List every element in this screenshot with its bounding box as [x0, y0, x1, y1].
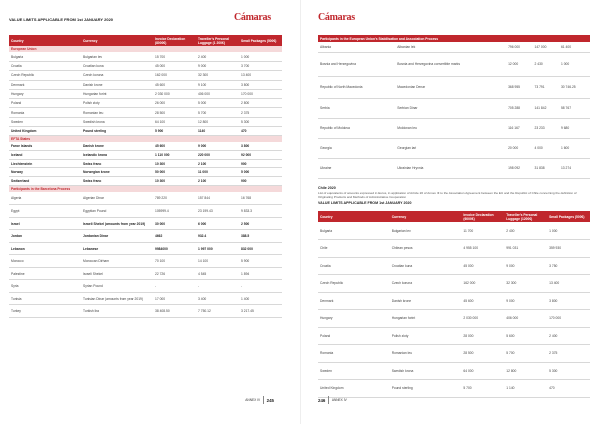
cell-country: Denmark	[318, 292, 390, 310]
table-row	[318, 257, 590, 275]
cell-invoice: 28 000	[461, 327, 504, 345]
cell-currency: Hungarian forint	[81, 89, 153, 98]
cell-currency: Israeli Shekel (amounts from year 2019)	[81, 217, 153, 230]
cell-packages: 1 000	[547, 222, 590, 240]
cell-country: Turkey	[9, 305, 81, 318]
table-row	[9, 117, 282, 126]
cell-luggage: 11 000	[196, 168, 239, 177]
footer-divider	[263, 396, 264, 404]
cell-packages: 900	[239, 159, 282, 168]
cell-packages: 3 750	[547, 257, 590, 275]
cell-currency: Czech koruna	[390, 275, 462, 293]
cell-luggage: 5 600	[504, 327, 547, 345]
cell-country: Romania	[318, 345, 390, 363]
header-currency: Currency	[390, 211, 462, 222]
cell-invoice: 20 000	[506, 138, 532, 158]
cell-invoice: 162 000	[461, 275, 504, 293]
cell-currency: Moldovan leu	[395, 118, 506, 138]
header-country: Country	[318, 211, 390, 222]
cell-country: Egypt	[9, 205, 81, 218]
logo-text: Cámaras	[234, 12, 271, 23]
cell-luggage: 5 700	[504, 345, 547, 363]
cell-luggage: 2 400	[504, 222, 547, 240]
cell-invoice: 45 600	[153, 80, 196, 89]
cell-currency: Polish zloty	[390, 327, 462, 345]
cell-invoice: 70 100	[153, 255, 196, 268]
cell-luggage: 406 000	[504, 310, 547, 328]
cell-luggage: 12 800	[196, 117, 239, 126]
chile-text: List of equivalents of amounts expressed in Euros, in application of Article 20 of Annex III to the Association Agreement between the EU and the Republic of Chile concerning the definition of Originating Products and Methods of Administrative Cooperation	[318, 191, 577, 199]
table-row	[9, 292, 282, 305]
table-row	[318, 310, 590, 328]
table-row	[318, 222, 590, 240]
cell-invoice: 2 030 000	[153, 89, 196, 98]
chile-heading: Chile 2020	[318, 186, 336, 190]
cell-luggage: 991 031	[504, 240, 547, 258]
cell-country: Georgia	[318, 138, 395, 158]
cell-packages: 5 900	[239, 255, 282, 268]
table-row	[9, 151, 282, 160]
page-number: 245	[266, 397, 274, 403]
logo-text: Cámaras	[318, 12, 355, 23]
table-row	[9, 280, 282, 293]
cell-packages: 2 800	[239, 99, 282, 108]
cell-packages: 3 800	[547, 292, 590, 310]
cell-packages: 470	[547, 380, 590, 398]
cell-currency: Moroccan Dirham	[81, 255, 153, 268]
cell-luggage: 32 300	[196, 71, 239, 80]
table-row	[318, 98, 590, 118]
cell-currency: Albanian lek	[395, 42, 506, 52]
cell-currency: Icelandic krona	[81, 151, 153, 160]
table-row	[9, 242, 282, 255]
table-row	[9, 267, 282, 280]
cell-invoice: 198 092	[506, 158, 532, 178]
cell-country: Syria	[9, 280, 81, 293]
table-row	[318, 42, 590, 52]
cell-currency: Tunisian Dinar (amounts from year 2019)	[81, 292, 153, 305]
header-luggage: Traveller's Personal Luggage (1 200€)	[196, 35, 239, 46]
cell-packages: 9 833.3	[239, 205, 282, 218]
table-row	[9, 89, 282, 98]
cell-country: Iceland	[9, 151, 81, 160]
table-row	[9, 80, 282, 89]
cell-currency: Swedish krona	[390, 362, 462, 380]
cell-currency: Croatian kuna	[390, 257, 462, 275]
cell-invoice: 368 955	[506, 76, 532, 98]
cell-packages: -	[239, 280, 282, 293]
table-row	[318, 275, 590, 293]
cell-luggage: 157 844	[196, 192, 239, 205]
header-packages: Small Packages (500€)	[239, 35, 282, 46]
cell-luggage: 406 000	[196, 89, 239, 98]
header-packages: Small Packages (500€)	[547, 211, 590, 222]
cell-invoice: -	[153, 280, 196, 293]
cell-country: Tunisia	[9, 292, 81, 305]
cell-invoice: 50 000	[153, 168, 196, 177]
table-row	[9, 108, 282, 117]
header-invoice: Invoice Declaration (8000€)	[153, 35, 196, 46]
cell-packages: 2 500	[239, 217, 282, 230]
cell-packages: 470	[239, 127, 282, 136]
cell-luggage: 2 400	[196, 52, 239, 61]
cell-invoice: 30 000	[153, 217, 196, 230]
cell-invoice: 5 900	[153, 127, 196, 136]
cell-currency: Romanian leu	[81, 108, 153, 117]
cell-luggage: 5 000	[196, 99, 239, 108]
cell-packages: 900	[239, 177, 282, 186]
camaras-logo	[318, 12, 355, 23]
chile-title: VALUE LIMITS APPLICABLE FROM 1st JANUARY 2020	[318, 201, 412, 205]
cell-luggage: -	[196, 280, 239, 293]
cell-currency: Macedonian Denar	[395, 76, 506, 98]
cell-currency: Danish krone	[81, 142, 153, 151]
cell-luggage: 23 233	[533, 118, 559, 138]
table-header-row	[318, 211, 590, 222]
cell-country: Chile	[318, 240, 390, 258]
cell-currency: Serbian Dinar	[395, 98, 506, 118]
cell-country: Albania	[318, 42, 395, 52]
cell-packages: 16 768	[239, 192, 282, 205]
cell-luggage: 31 838	[533, 158, 559, 178]
cell-currency: Chilean pesos	[390, 240, 462, 258]
cell-packages: 3 217.45	[239, 305, 282, 318]
cell-luggage: 9 000	[504, 257, 547, 275]
header-country: Country	[9, 35, 81, 46]
cell-currency: Norwegian krone	[81, 168, 153, 177]
cell-country: Bulgaria	[9, 52, 81, 61]
cell-country: Romania	[9, 108, 81, 117]
table-row	[9, 205, 282, 218]
cell-packages: 13 400	[547, 275, 590, 293]
table-row	[318, 118, 590, 138]
table-body	[318, 222, 590, 397]
table-row	[9, 168, 282, 177]
cell-currency: Pound sterling	[81, 127, 153, 136]
table-row	[9, 99, 282, 108]
cell-luggage: 32 300	[504, 275, 547, 293]
cell-country: Jordan	[9, 230, 81, 243]
cell-luggage: 6 000	[196, 217, 239, 230]
cell-invoice: 45 600	[153, 142, 196, 151]
cell-invoice: 17 000	[153, 292, 196, 305]
table-row	[318, 362, 590, 380]
table-row	[318, 158, 590, 178]
table-row	[318, 345, 590, 363]
cell-country: Hungary	[318, 310, 390, 328]
cell-packages: 9 680	[559, 118, 590, 138]
table-row	[318, 76, 590, 98]
cell-packages: 13 400	[239, 71, 282, 80]
table-row	[9, 255, 282, 268]
cell-luggage: 9 000	[196, 142, 239, 151]
cell-packages: 2 375	[239, 108, 282, 117]
cell-luggage: 23 199.43	[196, 205, 239, 218]
cell-country: Switzerland	[9, 177, 81, 186]
cell-currency: Pound sterling	[390, 380, 462, 398]
cell-packages: 170 000	[239, 89, 282, 98]
page-number: 246	[318, 397, 326, 403]
cell-invoice: 162 000	[153, 71, 196, 80]
cell-invoice: 4 955 100	[461, 240, 504, 258]
table-row	[318, 327, 590, 345]
footer-label: ANNEX IV	[331, 398, 347, 402]
cell-country: Croatia	[318, 257, 390, 275]
cell-currency: Czech koruna	[81, 71, 153, 80]
cell-luggage: 2 430	[533, 52, 559, 76]
cell-country: Faroe Islands	[9, 142, 81, 151]
cell-luggage: 932.4	[196, 230, 239, 243]
cell-luggage: 73 791	[533, 76, 559, 98]
cell-country: Czech Republic	[9, 71, 81, 80]
cell-invoice: 28 500	[461, 345, 504, 363]
cell-luggage: 7 750.12	[196, 305, 239, 318]
cell-luggage: 3 400	[196, 292, 239, 305]
cell-invoice: 12 000	[506, 52, 532, 76]
cell-invoice: 105999.4	[153, 205, 196, 218]
cell-invoice: 10 300	[153, 159, 196, 168]
header-currency: Currency	[81, 35, 153, 46]
table-row	[9, 305, 282, 318]
cell-packages: 13 274	[559, 158, 590, 178]
cell-luggage: 5 700	[196, 108, 239, 117]
chile-section	[318, 186, 590, 205]
table-row	[318, 292, 590, 310]
table-row	[9, 217, 282, 230]
cell-packages: 1 000	[239, 52, 282, 61]
section-row	[9, 185, 282, 192]
table-row	[318, 138, 590, 158]
cell-currency: Lebanese	[81, 242, 153, 255]
cell-packages: 1 400	[239, 292, 282, 305]
cell-country: Ukraine	[318, 158, 395, 178]
table-header-row	[318, 35, 590, 42]
cell-country: Morocco	[9, 255, 81, 268]
cell-packages: 170 000	[547, 310, 590, 328]
cell-currency: Danish krone	[81, 80, 153, 89]
cell-luggage: 141 842	[533, 98, 559, 118]
cell-packages: 5 300	[239, 117, 282, 126]
cell-country: Palestine	[9, 267, 81, 280]
cell-country: Republic of North Macedonia	[318, 76, 395, 98]
cell-country: Bosnia and Herzegovina	[318, 52, 395, 76]
cell-currency: Swedish krona	[81, 117, 153, 126]
cell-packages: 3 700	[239, 61, 282, 70]
header-invoice: Invoice Declaration (6000€)	[461, 211, 504, 222]
cell-packages: 359 930	[547, 240, 590, 258]
cell-invoice: 10 300	[153, 177, 196, 186]
cell-currency: Polish zloty	[81, 99, 153, 108]
cell-packages: 3 800	[239, 142, 282, 151]
section-label: European Union	[9, 46, 282, 52]
cell-country: Norway	[9, 168, 81, 177]
cell-invoice: 45 600	[461, 292, 504, 310]
cell-country: Israel	[9, 217, 81, 230]
cell-invoice: 28 500	[153, 108, 196, 117]
header-sap: Participants in the European Union's Stabilisation and Association Process	[318, 35, 590, 42]
cell-packages: 1 894	[239, 267, 282, 280]
cell-luggage: 14 100	[196, 255, 239, 268]
chile-table	[318, 211, 590, 398]
cell-currency: Bulgarian lev	[81, 52, 153, 61]
cell-country: Republic of Moldova	[318, 118, 395, 138]
cell-country: Czech Republic	[318, 275, 390, 293]
cell-luggage: 147 000	[533, 42, 559, 52]
cell-invoice: 5 700	[461, 380, 504, 398]
table-row	[9, 177, 282, 186]
cell-invoice: 1 110 000	[153, 151, 196, 160]
cell-country: Sweden	[9, 117, 81, 126]
cell-currency: Hungarian forint	[390, 310, 462, 328]
cell-currency: Romanian leu	[390, 345, 462, 363]
cell-luggage: 1 140	[504, 380, 547, 398]
cell-currency: Turkish lira	[81, 305, 153, 318]
cell-packages: 1 000	[559, 52, 590, 76]
cell-invoice: 26 000	[153, 99, 196, 108]
cell-currency: Bosnia and Herzegovina convertible marks	[395, 52, 506, 76]
cell-packages: 58 767	[559, 98, 590, 118]
cell-packages: 3 800	[239, 80, 282, 89]
cell-currency: Jordanian Dinar	[81, 230, 153, 243]
cell-luggage: 9 100	[196, 80, 239, 89]
table-row	[9, 61, 282, 70]
cell-invoice: 64 100	[153, 117, 196, 126]
cell-country: Hungary	[9, 89, 81, 98]
cell-country: Serbia	[318, 98, 395, 118]
cell-packages: 388.5	[239, 230, 282, 243]
cell-packages: 2 400	[547, 327, 590, 345]
cell-invoice: 45 000	[153, 61, 196, 70]
cell-country: Liechtenstein	[9, 159, 81, 168]
table-row	[9, 192, 282, 205]
right-page	[300, 0, 600, 424]
table-row	[9, 52, 282, 61]
cell-currency: Swiss franc	[81, 177, 153, 186]
page-footer	[245, 396, 274, 404]
cell-luggage: 9 000	[504, 292, 547, 310]
cell-invoice: 11 700	[461, 222, 504, 240]
cell-packages: 5 000	[239, 168, 282, 177]
page-title: VALUE LIMITS APPLICABLE FROM 1st JANUARY 2020	[9, 17, 114, 22]
table-row	[9, 230, 282, 243]
camaras-logo	[234, 12, 271, 23]
cell-invoice: 789 220	[153, 192, 196, 205]
cell-invoice: 64 000	[461, 362, 504, 380]
table-row	[318, 240, 590, 258]
cell-invoice: 116 167	[506, 118, 532, 138]
cell-packages: 30 746.25	[559, 76, 590, 98]
cell-currency: Israeli Shekel	[81, 267, 153, 280]
table-body	[9, 46, 282, 317]
cell-invoice: 705 288	[506, 98, 532, 118]
page-footer	[318, 396, 347, 404]
cell-country: Croatia	[9, 61, 81, 70]
cell-country: United Kingdom	[318, 380, 390, 398]
cell-invoice: 45 000	[461, 257, 504, 275]
table-row	[318, 380, 590, 398]
header-luggage: Traveller's Personal Luggage (1200€)	[504, 211, 547, 222]
cell-packages: 2 375	[547, 345, 590, 363]
cell-luggage: 4 000	[533, 138, 559, 158]
table-row	[9, 127, 282, 136]
cell-country: Bulgaria	[318, 222, 390, 240]
cell-luggage: 12 800	[504, 362, 547, 380]
table-row	[318, 52, 590, 76]
table-row	[9, 142, 282, 151]
cell-invoice: 2 030 000	[461, 310, 504, 328]
cell-invoice: 9984000	[153, 242, 196, 255]
cell-luggage: 2 100	[196, 159, 239, 168]
cell-currency: Danish krone	[390, 292, 462, 310]
cell-luggage: 4 545	[196, 267, 239, 280]
cell-currency: Georgian lari	[395, 138, 506, 158]
sap-table	[318, 35, 590, 179]
table-header-row	[9, 35, 282, 46]
footer-divider	[328, 396, 329, 404]
cell-packages: 61 400	[559, 42, 590, 52]
cell-country: United Kingdom	[9, 127, 81, 136]
cell-luggage: 1140	[196, 127, 239, 136]
table-body	[318, 42, 590, 178]
cell-country: Sweden	[318, 362, 390, 380]
cell-currency: Ukrainian Hryvnia	[395, 158, 506, 178]
cell-invoice: 22 726	[153, 267, 196, 280]
cell-country: Algeria	[9, 192, 81, 205]
cell-invoice: 796 000	[506, 42, 532, 52]
cell-currency: Croatian kuna	[81, 61, 153, 70]
cell-currency: Syrian Pound	[81, 280, 153, 293]
cell-invoice: 4662	[153, 230, 196, 243]
cell-invoice: 38 408.50	[153, 305, 196, 318]
footer-label: ANNEX IV	[245, 398, 261, 402]
cell-luggage: 1 997 000	[196, 242, 239, 255]
cell-packages: 1 600	[559, 138, 590, 158]
cell-currency: Egyptian Pound	[81, 205, 153, 218]
cell-currency: Swiss franc	[81, 159, 153, 168]
cell-packages: 5 300	[547, 362, 590, 380]
cell-invoice: 15 700	[153, 52, 196, 61]
section-label: EFTA States	[9, 136, 282, 142]
cell-luggage: 220 000	[196, 151, 239, 160]
cell-country: Denmark	[9, 80, 81, 89]
cell-country: Lebanon	[9, 242, 81, 255]
cell-currency: Bulgarian lev	[390, 222, 462, 240]
cell-luggage: 9 000	[196, 61, 239, 70]
section-label: Participants in the Barcelona Process	[9, 185, 282, 192]
cell-packages: 92 000	[239, 151, 282, 160]
value-limits-table	[9, 35, 282, 318]
cell-luggage: 2 100	[196, 177, 239, 186]
cell-packages: 832 000	[239, 242, 282, 255]
table-row	[9, 159, 282, 168]
cell-country: Poland	[318, 327, 390, 345]
table-row	[9, 71, 282, 80]
cell-country: Poland	[9, 99, 81, 108]
cell-currency: Algerian Dinar	[81, 192, 153, 205]
